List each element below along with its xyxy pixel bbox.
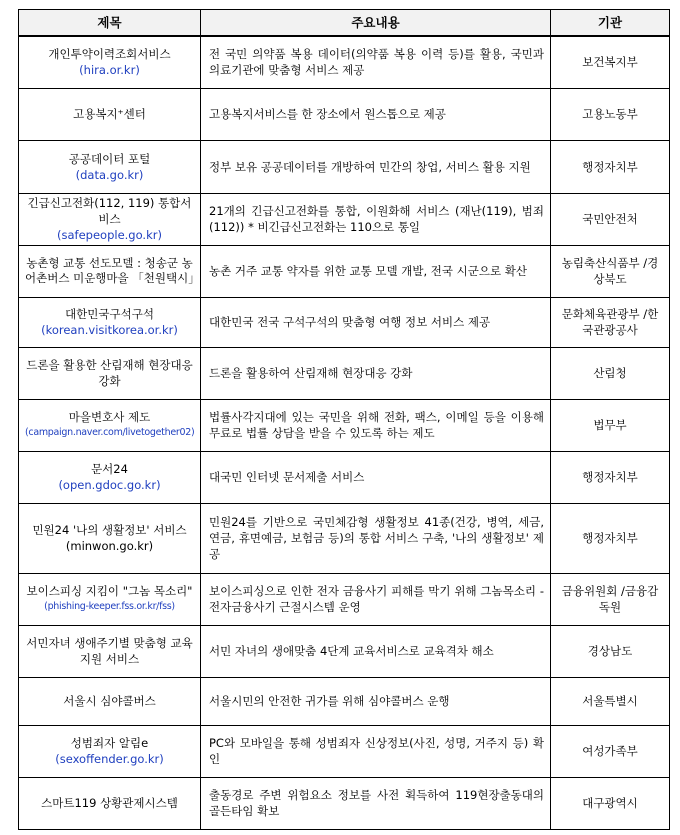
row-url: (korean.visitkorea.or.kr): [41, 323, 178, 337]
row-url: (hira.or.kr): [79, 63, 140, 78]
row-name: 성범죄자 알림e: [70, 736, 149, 750]
row-url: (sexoffender.go.kr): [55, 752, 164, 766]
table-row: [19, 625, 670, 677]
row-name: 공공데이터 포털: [68, 151, 151, 166]
table-row: [19, 297, 670, 347]
row-name: 보이스피싱 지킴이 "그놈 목소리": [26, 584, 193, 598]
table-row: [19, 451, 670, 503]
row-title: [19, 625, 201, 677]
row-title: [19, 140, 201, 193]
row-title: [19, 88, 201, 140]
row-org: 금융위원회 /금융감독원: [551, 573, 670, 625]
row-url: (campaign.naver.com/livetogether02): [25, 427, 195, 438]
row-content: 전 국민 의약품 복용 데이터(의약품 복용 이력 등)를 활용, 국민과 의료기관에 맞춤형 서비스 제공: [201, 36, 551, 88]
row-title: [19, 297, 201, 347]
row-name: 스마트119 상황관제시스템: [41, 796, 178, 810]
row-name: 서울시 심야콜버스: [63, 694, 156, 708]
table-row: [19, 725, 670, 777]
row-org: 경상남도: [551, 625, 670, 677]
row-name: 고용복지⁺센터: [73, 107, 146, 121]
row-org: 보건복지부: [551, 36, 670, 88]
row-name: 민원24 '나의 생활정보' 서비스(minwon.go.kr): [32, 523, 187, 553]
table-row: [19, 36, 670, 88]
row-org: 고용노동부: [551, 88, 670, 140]
row-title: [19, 245, 201, 297]
row-content: 농촌 거주 교통 약자를 위한 교통 모델 개발, 전국 시군으로 확산: [201, 245, 551, 297]
row-title: [19, 777, 201, 829]
row-content: 보이스피싱으로 인한 전자 금융사기 피해를 막기 위해 그놈목소리 - 전자금융사기 근절시스템 운영: [201, 573, 551, 625]
row-content: 민원24를 기반으로 국민체감형 생활정보 41종(건강, 병역, 세금, 연금, 휴면예금, 보험금 등)의 통합 서비스 구축, '나의 생활정보' 제공: [201, 503, 551, 573]
header-content: 주요내용: [201, 10, 551, 37]
row-title: [19, 193, 201, 245]
row-title: [19, 725, 201, 777]
row-org: 여성가족부: [551, 725, 670, 777]
row-title: [19, 503, 201, 573]
row-url: (phishing-keeper.fss.or.kr/fss): [44, 601, 175, 612]
row-org: 서울특별시: [551, 677, 670, 725]
row-title: [19, 36, 201, 88]
header-name: 제목: [19, 10, 201, 37]
row-content: 대한민국 전국 구석구석의 맞춤형 여행 정보 서비스 제공: [201, 297, 551, 347]
row-org: 국민안전처: [551, 193, 670, 245]
table-row: [19, 88, 670, 140]
row-org: 행정자치부: [551, 503, 670, 573]
row-org: 산림청: [551, 347, 670, 399]
row-url: (open.gdoc.go.kr): [58, 478, 161, 492]
services-table: [18, 9, 670, 830]
row-org: 행정자치부: [551, 140, 670, 193]
row-org: 대구광역시: [551, 777, 670, 829]
row-name: 문서24: [91, 462, 128, 476]
row-title: [19, 399, 201, 451]
table-row: [19, 777, 670, 829]
row-title: [19, 677, 201, 725]
row-content: 서울시민의 안전한 귀가를 위해 심야콜버스 운행: [201, 677, 551, 725]
table-row: [19, 140, 670, 193]
row-content: 정부 보유 공공데이터를 개방하여 민간의 창업, 서비스 활용 지원: [201, 140, 551, 193]
row-content: 서민 자녀의 생애맞춤 4단계 교육서비스로 교육격차 해소: [201, 625, 551, 677]
row-org: 농림축산식품부 /경상북도: [551, 245, 670, 297]
table-row: [19, 347, 670, 399]
header-org: 기관: [551, 10, 670, 37]
row-content: 고용복지서비스를 한 장소에서 원스톱으로 제공: [201, 88, 551, 140]
row-content: 대국민 인터넷 문서제출 서비스: [201, 451, 551, 503]
table-row: [19, 573, 670, 625]
row-content: 드론을 활용하여 산림재해 현장대응 강화: [201, 347, 551, 399]
row-content: PC와 모바일을 통해 성범죄자 신상정보(사진, 성명, 거주지 등) 확인: [201, 725, 551, 777]
row-name: 드론을 활용한 산림재해 현장대응 강화: [26, 358, 193, 388]
row-name: 긴급신고전화(112, 119) 통합서비스: [27, 196, 192, 226]
table-row: [19, 503, 670, 573]
row-title: [19, 573, 201, 625]
row-name: 농촌형 교통 선도모델 : 청송군 농어촌버스 미운행마을 「천원택시」: [25, 256, 200, 285]
row-org: 행정자치부: [551, 451, 670, 503]
row-url: (safepeople.go.kr): [57, 228, 162, 242]
row-name: 마을변호사 제도: [68, 410, 151, 424]
table-row: [19, 245, 670, 297]
table-row: [19, 677, 670, 725]
table-row: [19, 193, 670, 245]
row-content: 21개의 긴급신고전화를 통합, 이원화해 서비스 (재난(119), 범죄(112)) * 비긴급신고전화는 110으로 통일: [201, 193, 551, 245]
row-url: (data.go.kr): [75, 167, 144, 182]
header-row: [19, 10, 670, 37]
row-title: [19, 347, 201, 399]
row-name: 개인투약이력조회서비스: [48, 47, 171, 62]
table-row: [19, 399, 670, 451]
row-org: 법무부: [551, 399, 670, 451]
row-content: 법률사각지대에 있는 국민을 위해 전화, 팩스, 이메일 등을 이용해 무료로 법률 상담을 받을 수 있도록 하는 제도: [201, 399, 551, 451]
row-title: [19, 451, 201, 503]
row-name: 서민자녀 생애주기별 맞춤형 교육지원 서비스: [26, 636, 193, 666]
row-org: 문화체육관광부 /한국관광공사: [551, 297, 670, 347]
row-name: 대한민국구석구석: [65, 307, 154, 321]
row-content: 출동경로 주변 위험요소 정보를 사전 획득하여 119현장출동대의 골든타임 확보: [201, 777, 551, 829]
